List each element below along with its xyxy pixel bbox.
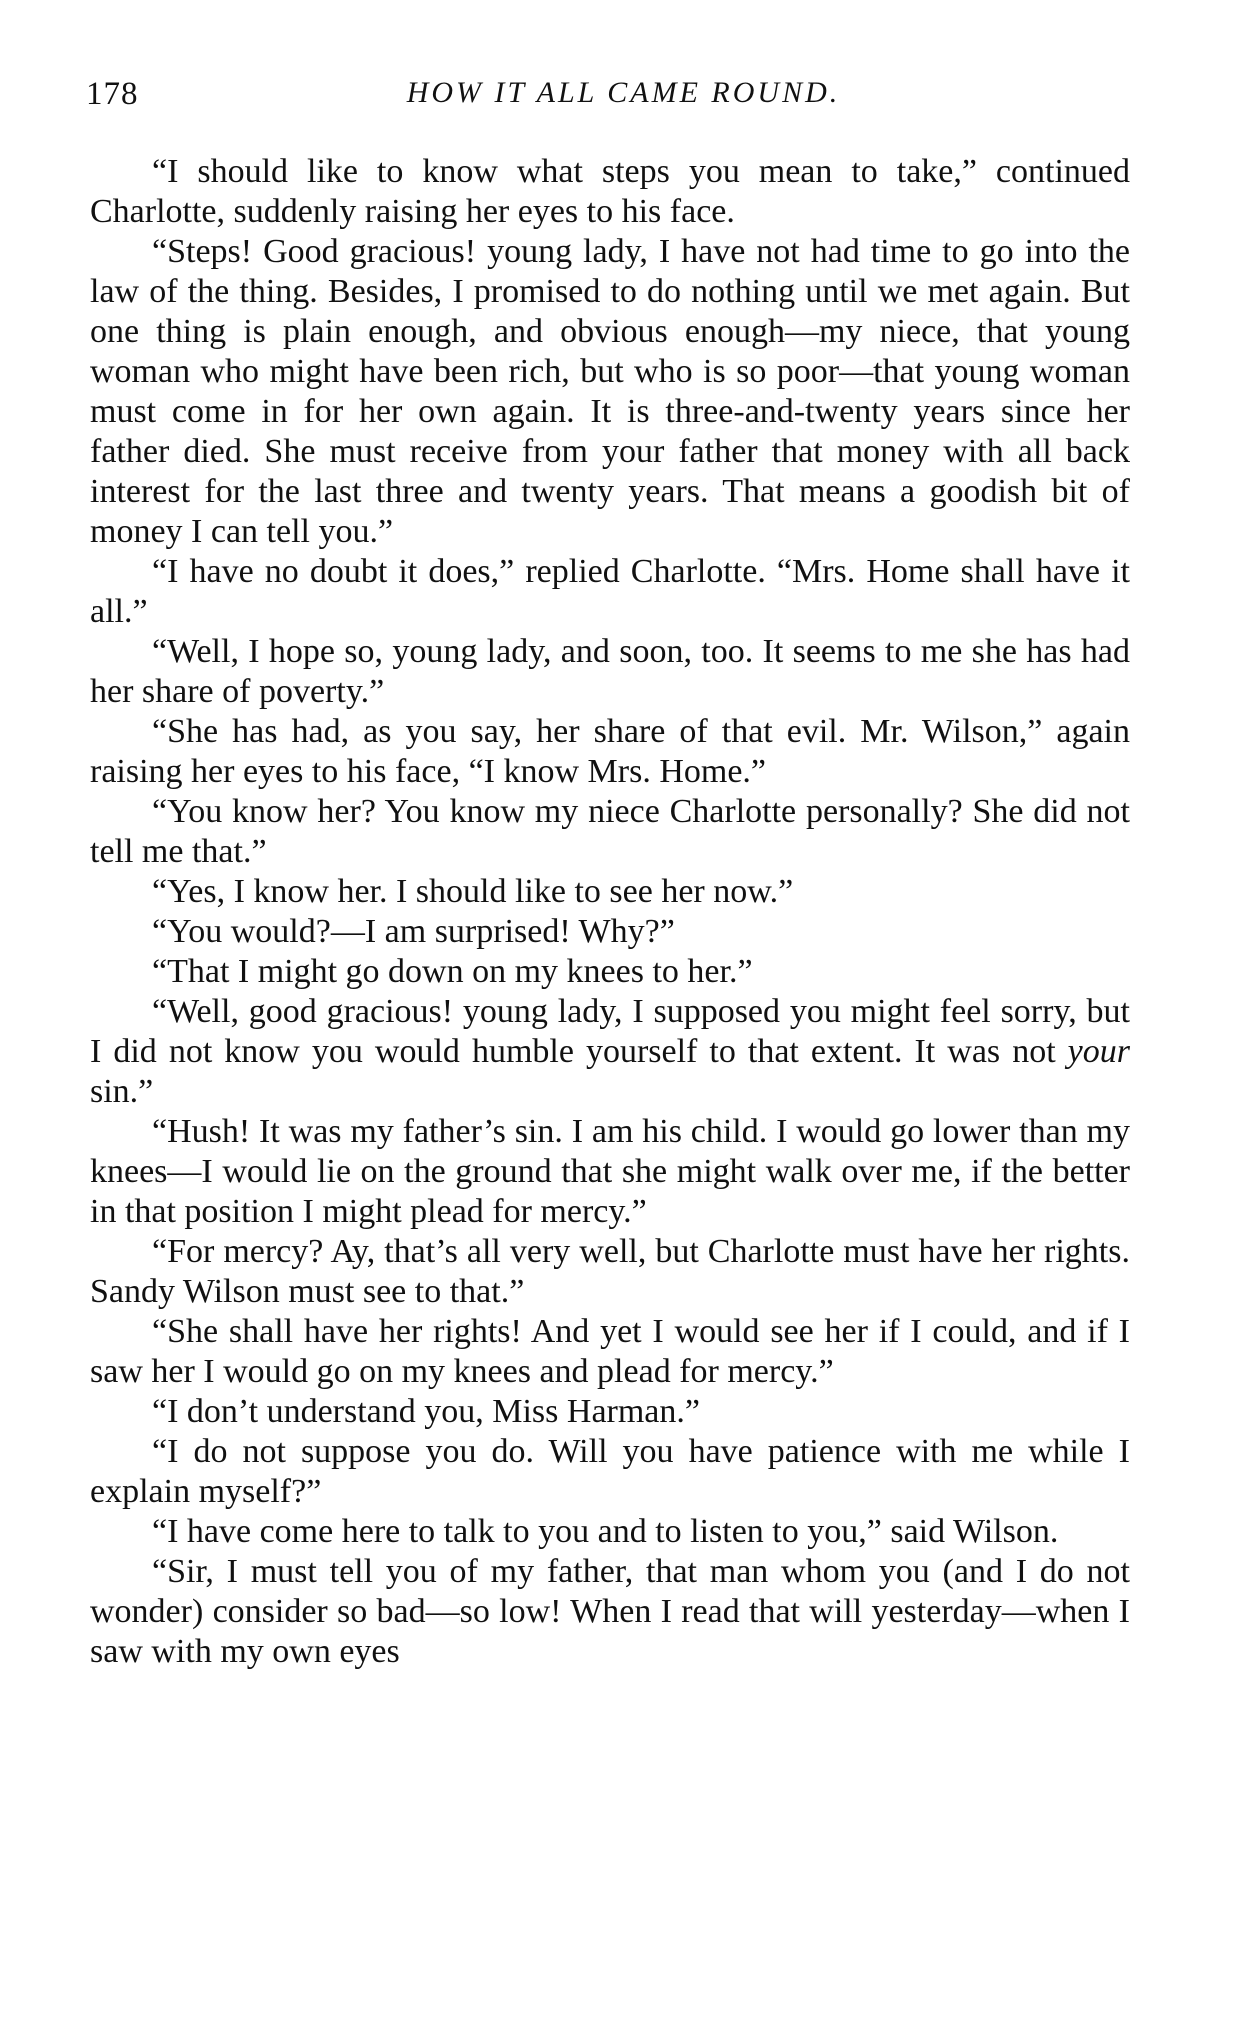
page-number: 178 [86, 76, 139, 112]
paragraph: “Sir, I must tell you of my father, that man whom you (and I do not wonder) consider so bad—so low! When I read that will yesterday—when I saw with my own eyes [90, 1553, 1130, 1670]
paragraph-with-emphasis [90, 992, 1130, 1112]
paragraph: “I have come here to talk to you and to listen to you,” said Wilson. [152, 1513, 1059, 1550]
paragraph: “You would?—I am surprised! Why?” [152, 913, 675, 950]
paragraph: “Yes, I know her. I should like to see her now.” [152, 873, 794, 910]
paragraph: “I do not suppose you do. Will you have patience with me while I explain myself?” [90, 1433, 1130, 1510]
paragraph: “I have no doubt it does,” replied Charlotte. “Mrs. Home shall have it all.” [90, 553, 1130, 630]
paragraph: “You know her? You know my niece Charlotte personally? She did not tell me that.” [90, 793, 1130, 870]
paragraph: “She shall have her rights! And yet I would see her if I could, and if I saw her I would go on my knees and plead for mercy.” [90, 1313, 1130, 1390]
paragraph: “She has had, as you say, her share of that evil. Mr. Wilson,” again raising her eyes to his face, “I know Mrs. Home.” [90, 713, 1130, 790]
body-text [90, 152, 1130, 1672]
paragraph: “Steps! Good gracious! young lady, I have not had time to go into the law of the thing. Besides, I promised to do nothing until we met again. But one thing is plain enough, and obvious enough—my niece, that young woman who might have been rich, but who is so poor—that young woman must come in for her own again. It is three-and-twenty years since her father died. She must receive from your father that money with all back interest for the last three and twenty years. That means a goodish bit of money I can tell you.” [90, 233, 1130, 550]
paragraph-tail: sin.” [90, 1073, 154, 1110]
paragraph: “For mercy? Ay, that’s all very well, but Charlotte must have her rights. Sandy Wilson must see to that.” [90, 1233, 1130, 1310]
paragraph-lead: “Well, good gracious! young lady, I supposed you might feel sorry, but I did not know you would humble yourself to that extent. It was not [90, 993, 1130, 1070]
emphasis-text: your [1067, 1033, 1130, 1070]
paragraph: “I should like to know what steps you mean to take,” continued Charlotte, suddenly raising her eyes to his face. [90, 153, 1130, 230]
paragraph: “Hush! It was my father’s sin. I am his child. I would go lower than my knees—I would lie on the ground that she might walk over me, if the better in that position I might plead for mercy.” [90, 1113, 1130, 1230]
paragraph: “Well, I hope so, young lady, and soon, too. It seems to me she has had her share of poverty.” [90, 633, 1130, 710]
page-header [86, 76, 1131, 120]
paragraph: “That I might go down on my knees to her.” [152, 953, 753, 990]
paragraph: “I don’t understand you, Miss Harman.” [152, 1393, 700, 1430]
running-title: HOW IT ALL CAME ROUND. [406, 76, 841, 109]
